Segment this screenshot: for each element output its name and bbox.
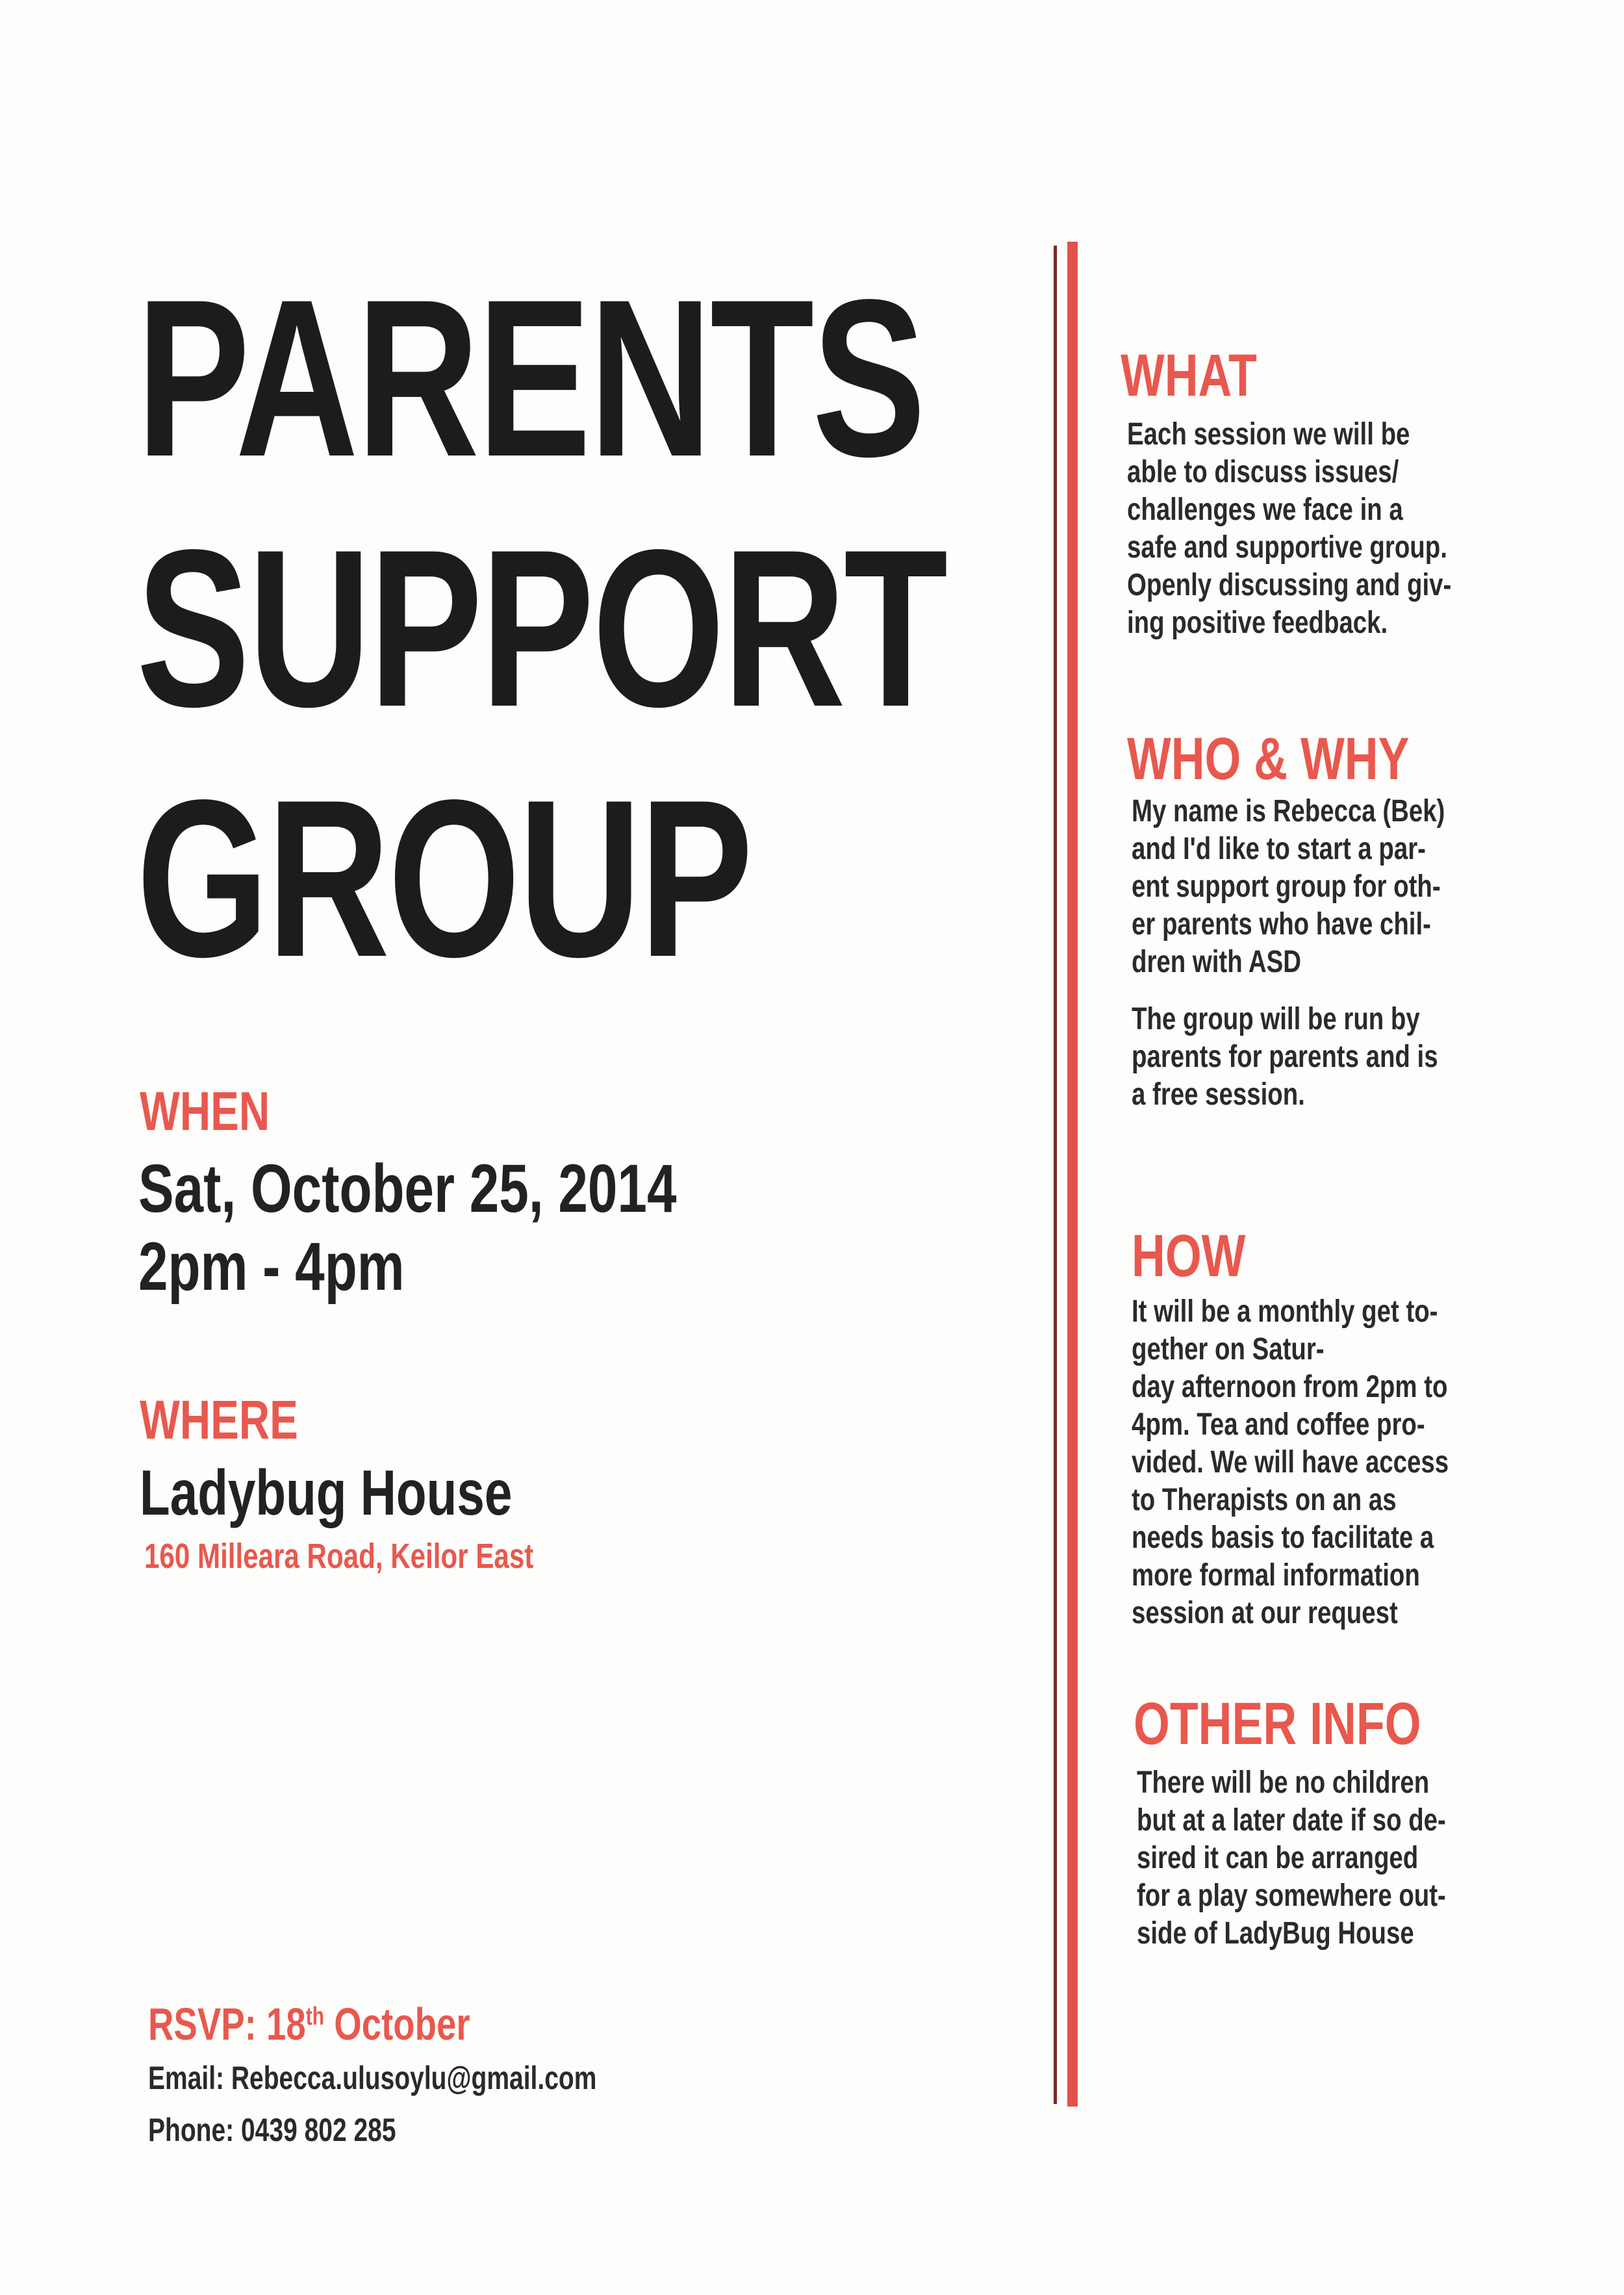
what-label: WHAT bbox=[1121, 342, 1257, 409]
where-venue: Ladybug House bbox=[140, 1457, 513, 1528]
other-info-label: OTHER INFO bbox=[1134, 1691, 1421, 1757]
who-why-label: WHO & WHY bbox=[1127, 726, 1410, 792]
title-line-1: PARENTS bbox=[136, 253, 924, 504]
what-text: Each session we will be able to discuss issues/ challenges we face in a safe and supportive group. Openly discussing and giv- ing positive feedback. bbox=[1127, 417, 1452, 640]
where-address: 160 Milleara Road, Keilor East bbox=[144, 1537, 534, 1576]
divider-line bbox=[1067, 242, 1078, 2107]
other-info-text: There will be no children but at a later date if so de- sired it can be arranged for a play somewhere out- side of LadyBug House bbox=[1137, 1765, 1446, 1951]
title-line-2: SUPPORT bbox=[136, 504, 946, 754]
how-text: It will be a monthly get to- gether on Satur- day afternoon from 2pm to 4pm. Tea and coffee pro- vided. We will have access to Therapists on an as needs basis to facilitate a more formal information session at our request bbox=[1132, 1294, 1449, 1630]
where-label: WHERE bbox=[140, 1389, 298, 1450]
divider-line-inner bbox=[1054, 246, 1057, 2104]
rsvp-phone: Phone: 0439 802 285 bbox=[148, 2112, 396, 2148]
rsvp-email: Email: Rebecca.ulusoylu@gmail.com bbox=[148, 2060, 597, 2096]
when-time: 2pm - 4pm bbox=[138, 1229, 405, 1305]
title-line-3: GROUP bbox=[136, 754, 752, 1004]
how-label: HOW bbox=[1132, 1223, 1246, 1289]
when-label: WHEN bbox=[140, 1081, 270, 1142]
when-date: Sat, October 25, 2014 bbox=[138, 1151, 677, 1227]
who-why-text: My name is Rebecca (Bek) and I'd like to start a par- ent support group for oth- er parents who have chil- dren with ASD bbox=[1132, 794, 1445, 979]
who-why-text-2: The group will be run by parents for parents and is a free session. bbox=[1132, 1002, 1438, 1112]
rsvp-deadline: RSVP: 18th October bbox=[148, 1999, 470, 2050]
